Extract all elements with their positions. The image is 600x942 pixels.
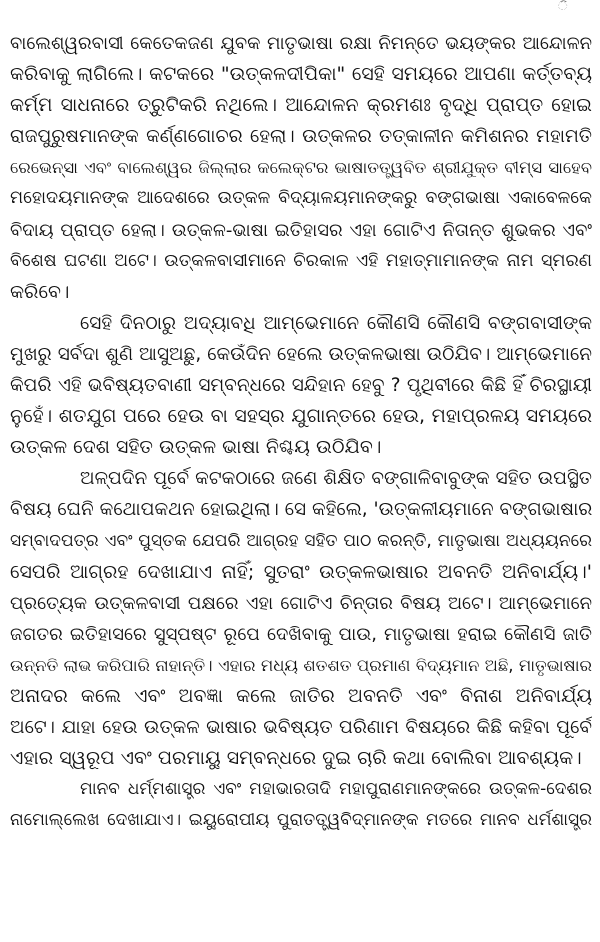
text-line: କରିବାକୁ ଲାଗିଲେ। କଟକରେ "ଉତ୍କଳଦୀପିକା" ସେହି ସମୟରେ ଆପଣା କର୍ତ୍ତବ୍ୟ (10, 63, 592, 86)
paragraph-2 (10, 308, 592, 463)
text-line: ଅନାଦର କଲେ ଏବଂ ଅବଜ୍ଞା କଲେ ଜାତିର ଅବନତି ଏବଂ ବିନାଶ ଅନିବାର୍ଯ୍ୟ (10, 684, 592, 707)
text-line: ପ୍ରତ୍ୟେକ ଉତ୍କଳବାସୀ ପକ୍ଷରେ ଏହା ଗୋଟିଏ ଚିନ୍ତାର ବିଷୟ ଅଟେ। ଆମ୍ଭେମାନେ (10, 592, 592, 614)
text-line: ବାଲେଶ୍ୱରବାସୀ କେତେକଜଣ ଯୁବକ ମାତୃଭାଷା ରକ୍ଷା ନିମନ୍ତେ ଭୟଙ୍କର ଆନ୍ଦୋଳନ (10, 33, 592, 54)
text-line: ମହୋଦୟମାନଙ୍କ ଆଦେଶରେ ଉତ୍କଳ ବିଦ୍ୟାଳୟମାନଙ୍କରୁ ବଙ୍ଗଭାଷା ଏକାବେଳକେ (10, 188, 592, 209)
text-line: ଜଗତର ଇତିହାସରେ ସୁସ୍ପଷ୍ଟ ରୂପେ ଦେଖିବାକୁ ପାଉ, ମାତୃଭାଷା ହରାଇ କୌଣସି ଜାତି (10, 623, 592, 645)
text-line: ଉତ୍କଳ ଦେଶ ସହିତ ଉତ୍କଳ ଭାଷା ନିଶ୍ଚୟ ଉଠିଯିବ। (10, 436, 382, 459)
text-line: ନାମୋଲ୍ଲେଖ ଦେଖାଯାଏ। ଇୟୁରୋପୀୟ ପୁରାତତ୍ତ୍ୱବିଦ୍‌ମାନଙ୍କ ମତରେ ମାନବ ଧର୍ମଶାସ୍ତ୍ର (10, 810, 592, 831)
text-line: ସେପରି ଆଗ୍ରହ ଦେଖାଯାଏ ନାହିଁ; ସୁତରାଂ ଉତ୍କଳଭାଷାର ଅବନତି ଅନିବାର୍ଯ୍ୟ।' (10, 560, 592, 583)
text-line: ଉନ୍ନତି ଲାଭ କରିପାରି ନାହାନ୍ତି। ଏହାର ମଧ୍ୟ ଶତଶତ ପ୍ରମାଣ ବିଦ୍ୟମାନ ଅଛି, ମାତୃଭାଷାର (10, 655, 592, 675)
text-line: ବିଦାୟ ପ୍ରାପ୍ତ ହେଲା। ଉତ୍କଳ-ଭାଷା ଇତିହାସର ଏହା ଗୋଟିଏ ନିତାନ୍ତ ଶୁଭକର ଏବଂ (10, 219, 592, 241)
text-line: ବିଷୟ ଘେନି କଥୋପକଥନ ହୋଇଥିଲା। ସେ କହିଲେ, 'ଉତ୍କଳୀୟମାନେ ବଙ୍ଗଭାଷାର (10, 499, 592, 521)
text-line: ସମ୍ବାଦପତ୍ର ଏବଂ ପୁସ୍ତକ ଯେପରି ଆଗ୍ରହ ସହିତ ପାଠ କରନ୍ତି, ମାତୃଭାଷା ଅଧ୍ୟୟନରେ (10, 530, 592, 551)
paragraph-4 (10, 774, 592, 836)
text-line: ସେହି ଦିନଠାରୁ ଅଦ୍ୟାବଧି ଆମ୍ଭେମାନେ କୌଣସି କୌଣସି ବଙ୍ଗବାସୀଙ୍କ (80, 312, 592, 334)
text-line: ନୁହେଁ। ଶତଯୁଗ ପରେ ହେଉ ବା ସହସ୍ର ଯୁଗାନ୍ତରେ ହେଉ, ମହାପ୍ରଳୟ ସମୟରେ (10, 405, 592, 428)
text-line: ରାଜପୁରୁଷମାନଙ୍କ କର୍ଣ୍ଣଗୋଚର ହେଲା। ଉତ୍କଳର ତତ୍କାଳୀନ କମିଶନର ମହାମତି (10, 126, 592, 148)
text-line: କର୍ମ୍ମ ସାଧନାରେ ତ୍ରୁଟିକରି ନଥିଲେ। ଆନ୍ଦୋଳନ କ୍ରମଶଃ ବୃଦ୍ଧି ପ୍ରାପ୍ତ ହୋଇ (10, 94, 592, 117)
top-edge-mark: ି (558, 0, 568, 13)
text-line: କିପରି ଏହି ଭବିଷ୍ୟତବାଣୀ ସମ୍ବନ୍ଧରେ ସନ୍ଦିହାନ ହେବୁ ? ପୃଥିବୀରେ କିଛି ହିଁ ଚିରସ୍ଥାୟୀ (10, 375, 592, 397)
text-line: ମାନବ ଧର୍ମ୍ମଶାସ୍ତ୍ର ଏବଂ ମହାଭାରତାଦି ମହାପୁରାଣମାନଙ୍କରେ ଉତ୍କଳ-ଦେଶର (80, 779, 592, 800)
paragraph-3 (10, 463, 592, 774)
paragraph-1 (10, 28, 592, 308)
text-line: ବିଶେଷ ଘଟଣା ଅଟେ। ଉତ୍କଳବାସୀମାନେ ଚିରକାଳ ଏହି ମହାତ୍ମାମାନଙ୍କ ନାମ ସ୍ମରଣ (10, 250, 592, 271)
text-line: ଏହାର ସ୍ୱରୂପ ଏବଂ ପରମାୟୁ ସମ୍ବନ୍ଧରେ ଦୁଇ ଚାରି କଥା ବୋଲିବା ଆବଶ୍ୟକ। (10, 747, 582, 770)
body-text (10, 28, 592, 836)
text-line: ଅଟେ। ଯାହା ହେଉ ଉତ୍କଳ ଭାଷାର ଭବିଷ୍ୟତ ପରିଣାମ ବିଷୟରେ କିଛି କହିବା ପୂର୍ବେ (10, 717, 592, 739)
text-line: ଅଳ୍ପଦିନ ପୂର୍ବେ କଟକଠାରେ ଜଣେ ଶିକ୍ଷିତ ବଙ୍ଗାଳିବାବୁଙ୍କ ସହିତ ଉପସ୍ଥିତ (80, 468, 592, 490)
text-line: ରେଭେନ୍ସା ଏବଂ ବାଲେଶ୍ୱର ଜିଲ୍ଲାର କଲେକ୍ଟର ଭାଷାତତ୍ତ୍ୱବିତ ଶ୍ରୀଯୁକ୍ତ ବୀମ୍‌ସ ସାହେବ (10, 158, 592, 178)
text-line: ମୁଖରୁ ସର୍ବଦା ଶୁଣି ଆସୁଅଛୁ, କେଉଁଦିନ ହେଲେ ଉତ୍କଳଭାଷା ଉଠିଯିବ। ଆମ୍ଭେମାନେ (10, 343, 592, 365)
text-line: କରିବେ। (10, 280, 70, 303)
